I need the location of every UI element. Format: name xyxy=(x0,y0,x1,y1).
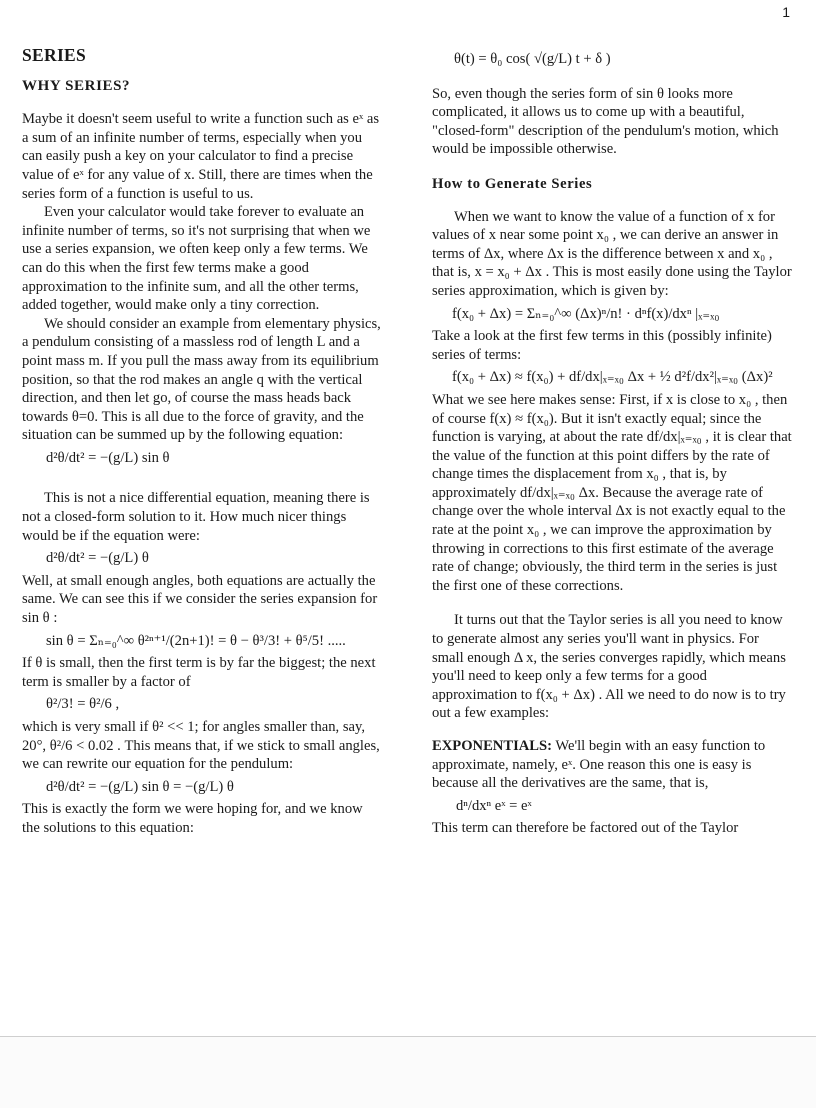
right-column xyxy=(432,44,794,838)
equation-exp-derivative: dⁿ/dxⁿ eˣ = eˣ xyxy=(456,797,532,814)
paragraph-exponentials xyxy=(432,737,794,793)
equation-taylor: f(x₀ + Δx) = Σₙ₌₀^∞ (Δx)ⁿ/n! · dⁿf(x)/dxⁿ |ₓ₌ₓ₀ xyxy=(452,305,720,322)
equation-pendulum: d²θ/dt² = −(g/L) sin θ xyxy=(46,449,170,466)
paragraph: When we want to know the value of a function of x for values of x near some point x₀ , we can derive an answer in terms of Δx, where Δx is the difference between x and x₀ , that is, x = x₀ + Δx . This is most easily done using the Taylor series approximation, which is given by: xyxy=(432,208,792,299)
paragraph: Maybe it doesn't seem useful to write a function such as eˣ as a sum of an infinite number of terms, especially when you can easily push a key on your calculator to find a precise value of eˣ for any value of x. Still, there are times when the series form of a function is useful to us. xyxy=(22,111,380,202)
page-number: 1 xyxy=(782,4,790,20)
paragraph: Even your calculator would take forever to evaluate an infinite number of terms, so it's not surprising that when we use a series expansion, we often keep only a few terms. We can do this when the first few terms make a good approximation to the infinite sum, and all the other terms, added together, would make only a tiny correction. xyxy=(22,204,371,314)
equation-small-angle: d²θ/dt² = −(g/L) sin θ = −(g/L) θ xyxy=(46,778,234,795)
equation-taylor-terms: f(x₀ + Δx) ≈ f(x₀) + df/dx|ₓ₌ₓ₀ Δx + ½ d²f/dx²|ₓ₌ₓ₀ (Δx)² xyxy=(452,369,773,386)
page-margin-area xyxy=(0,1037,816,1108)
paragraph: What we see here makes sense: First, if x is close to x₀ , then of course f(x) ≈ f(x₀). But it isn't exactly equal; since the function is varying, at about the rate df/dx|ₓ₌ₓ₀ , it is clear that the value of the function at this point differs by the rate of change times the displacement from x₀ , that is, by approximately df/dx|ₓ₌ₓ₀ Δx. Because the average rate of change over the whole interval Δx is not exactly equal to the rate at the point x₀ , we can improve the approximation by throwing in corrections to this first estimate of the average rate of change; obviously, the third term in the series is just the first one of these corrections. xyxy=(432,391,792,594)
paragraph: We should consider an example from elementary physics, a pendulum consisting of a massless rod of length L and a point mass m. If you pull the mass away from its equilibrium position, so that the rod makes an angle q with the vertical direction, and then let go, of course the mass heads back towards θ=0. This is all due to the force of gravity, and the situation can be summed up by the following equation: xyxy=(22,315,381,444)
equation-sine-series: sin θ = Σₙ₌₀^∞ θ²ⁿ⁺¹/(2n+1)! = θ − θ³/3! + θ⁵/5! ..... xyxy=(46,632,346,649)
equation-linear: d²θ/dt² = −(g/L) θ xyxy=(46,550,149,567)
section-heading-exponentials: EXPONENTIALS: xyxy=(432,738,553,754)
paragraph: If θ is small, then the first term is by far the biggest; the next term is smaller by a factor of xyxy=(22,655,376,690)
left-column xyxy=(22,44,382,838)
section-heading-generate-series: How to Generate Series xyxy=(432,175,593,192)
equation-factor: θ²/3! = θ²/6 , xyxy=(46,696,120,713)
paragraph: Take a look at the first few terms in this (possibly infinite) series of terms: xyxy=(432,328,772,363)
paragraph: Well, at small enough angles, both equations are actually the same. We can see this if we consider the series expansion for sin θ : xyxy=(22,572,378,627)
paragraph: which is very small if θ² << 1; for angles smaller than, say, 20°, θ²/6 < 0.02 . This means that, if we stick to small angles, we can rewrite our equation for the pendulum: xyxy=(22,719,380,773)
section-heading-why-series: WHY SERIES? xyxy=(22,77,131,94)
paragraph: This term can therefore be factored out of the Taylor xyxy=(432,820,739,837)
paragraph: This is not a nice differential equation, meaning there is not a closed-form solution to it. How much nicer things would be if the equation were: xyxy=(22,490,370,544)
paragraph: So, even though the series form of sin θ looks more complicated, it allows us to come up with a beautiful, "closed-form" description of the pendulum's motion, which would be impossible otherwise. xyxy=(432,85,779,158)
equation-solution: θ(t) = θ₀ cos( √(g/L) t + δ ) xyxy=(454,51,611,67)
paragraph: This is exactly the form we were hoping for, and we know the solutions to this equation: xyxy=(22,801,363,836)
paragraph: It turns out that the Taylor series is all you need to know to generate almost any series you'll want in physics. For small enough Δ x, the series converges rapidly, which means you'll need to keep only a few terms for a good approximation to f(x₀ + Δx) . All we need to do now is to try out a few examples: xyxy=(432,612,786,722)
paragraph-text: We'll begin with an easy function to approximate, namely, eˣ. One reason this one is easy is because all the derivatives are the same, that is, xyxy=(432,738,766,792)
document-title: SERIES xyxy=(22,45,87,65)
